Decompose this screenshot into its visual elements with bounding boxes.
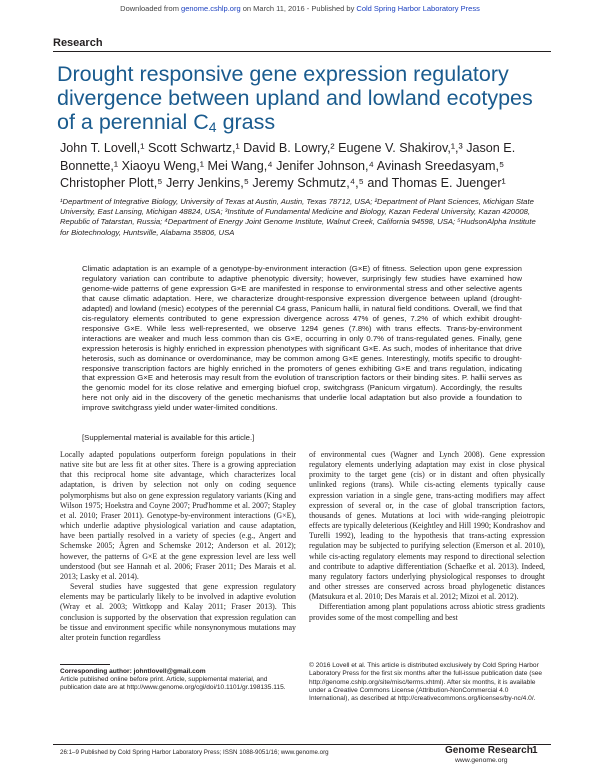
publisher-link[interactable]: Cold Spring Harbor Laboratory Press (356, 4, 480, 13)
download-banner (0, 4, 600, 13)
affiliations: ¹Department of Integrative Biology, University of Texas at Austin, Austin, Texas 78712, USA; ²Department of Plant Sciences, Michigan State University, East Lansing, Michigan 48824, USA; ³Institute of Fundamental Medicine and Biology, Kazan Federal University, Kazan 420008, Republic of Tatarstan, Russia; ⁴Department of Energy Joint Genome Institute, Walnut Creek, California 94598, USA; ⁵HudsonAlpha Institute for Biotechnology, Huntsville, Alabama 35806, USA (60, 197, 536, 237)
paragraph-cis-trans: of environmental cues (Wagner and Lynch 2008). Gene expression regulatory elements underlying adaptation may exist in close physical proximity to the target gene (cis) or in distant and often physically unlinked regions (trans). While cis-acting elements typically cause expression variation in a single gene, trans-acting modifiers may affect expression of several or, in the case of global transcription factors, thousands of genes. Mutations at loci with wide-ranging pleiotropic effects are typically deleterious (Keightley and Hill 1990; Kondrashov and Turelli 1992), leading to the hypothesis that trans-acting expression regulation may be subjected to purifying selection (Emerson et al. 2010), while cis-acting regulatory elements may respond to directional selection and contribute to adaptive differentiation (Schaefke et al. 2013). Indeed, many regulatory factors underlying physiological responses to drought and other stresses are conserved across broad phylogenetic distances (Matsukura et al. 2010; Des Marais et al. 2012; Mizoi et al. 2012). (309, 450, 545, 602)
title-subscript: 4 (208, 119, 217, 135)
paragraph-differentiation: Differentiation among plant populations across abiotic stress gradients provides some of the most compelling and best (309, 602, 545, 622)
body-column-right (309, 450, 545, 623)
abstract: Climatic adaptation is an example of a genotype-by-environment interaction (G×E) of fitness. Selection upon gene expression regulatory variation can contribute to adaptive phenotypic diversity; however, surprisingly few studies have examined how genome-wide patterns of gene expression G×E are manifested in response to environmental stress and other selective agents that cause climatic adaptation. Here, we characterize drought-responsive expression divergence between upland (drought-adapted) and lowland (mesic) ecotypes of the perennial C4 grass, Panicum hallii, in natural field conditions. Overall, we find that cis-regulatory elements contributed to gene expression divergence across 47% of genes, 7.2% of which exhibit drought-responsive G×E. While less well-represented, we observe 1294 genes (7.8%) with trans effects. Trans-by-environment interactions are weaker and much less common than cis G×E, occurring in only 0.7% of trans-regulated genes. Finally, gene expression heterosis is highly enriched in expression phenotypes with significant G×E. As such, modes of inheritance that drive heterosis, such as dominance or overdominance, may be common among G×E genes. Interestingly, motifs specific to drought-responsive transcription factors are highly enriched in the promoters of genes exhibiting G×E and trans regulation, indicating that expression G×E and heterosis may result from the evolution of transcription factors or their binding sites. P. hallii serves as the genomic model for its close relative and emerging biofuel crop, switchgrass (Panicum virgatum). Accordingly, the results here not only aid in the discovery of the genetic mechanisms that underlie local adaptation but also provide a foundation to improve switchgrass yield under water-limited conditions. (82, 264, 522, 413)
download-prefix: Downloaded from (120, 4, 182, 13)
footer-citation: 26:1–9 Published by Cold Spring Harbor Laboratory Press; ISSN 1088-9051/16; www.genome.org (60, 749, 329, 756)
author-list: John T. Lovell,¹ Scott Schwartz,¹ David B. Lowry,² Eugene V. Shakirov,¹,³ Jason E. Bonnette,¹ Xiaoyu Weng,¹ Mei Wang,⁴ Jenifer Johnson,⁴ Avinash Sreedasyam,⁵ Christopher Plott,⁵ Jerry Jenkins,⁵ Jeremy Schmutz,⁴,⁵ and Thomas E. Juenger¹ (60, 141, 516, 190)
supplemental-note: [Supplemental material is available for this article.] (82, 433, 255, 442)
paragraph-regulatory: Several studies have suggested that gene expression regulatory elements may be particularly likely to be involved in adaptive evolution (Wray et al. 2003; Wittkopp and Kalay 2011; Fraser 2013). This conclusion is supported by the observation that expression regulation can be tissue and environment specific while nonsynonymous mutations may alter protein function regardless (60, 582, 296, 642)
footer-url[interactable]: www.genome.org (455, 757, 508, 764)
download-mid: on March 11, 2016 - Published by (240, 4, 357, 13)
license-note: © 2016 Lovell et al. This article is distributed exclusively by Cold Spring Harbor Laboratory Press for the first six months after the full-issue publication date (see http://genome.cshlp.org/site/misc/terms.xhtml). After six months, it is available under a Creative Commons License (Attribution-NonCommercial 4.0 International), as described at http://creativecommons.org/licenses/by-nc/4.0/. (309, 662, 543, 703)
section-label: Research (53, 37, 103, 49)
body-column-left (60, 450, 296, 643)
correspondence-note (60, 668, 296, 693)
footnote-divider (60, 664, 110, 665)
title-main: Drought responsive gene expression regulatory divergence between upland and lowland ecotypes of a perennial C (57, 62, 533, 134)
corresponding-author: Corresponding author: johntlovell@gmail.com (60, 668, 206, 675)
download-site-link[interactable]: genome.cshlp.org (181, 4, 241, 13)
header-divider (53, 51, 551, 52)
title-end: grass (216, 110, 276, 134)
footer-journal-name: Genome Research (445, 745, 533, 756)
publication-note: Article published online before print. Article, supplemental material, and publication date are at http://www.genome.org/cgi/doi/10.1101/gr.198135.115. (60, 676, 286, 692)
paragraph-intro: Locally adapted populations outperform foreign populations in their native site but are less fit at other sites. There is a growing appreciation that this reciprocal home site advantage, which characterizes local adaptation, is driven by selection not only on coding sequence polymorphisms but also on gene expression regulatory variants (King and Wilson 1975; Hoekstra and Coyne 2007; Prud'homme et al. 2007; Stapley et al. 2010; Fraser 2011). Genotype-by-environment interactions (G×E), which underlie adaptive physiological variation and cause adaptation, have been partially resolved in a variety of species (e.g., Angert and Schemske 2005; Ågren and Schemske 2012; Anderson et al. 2012); however, the patterns of G×E at the gene expression level are less well understood (but see Hannah et al. 2006; Fraser 2011; Des Marais et al. 2013; Lasky et al. 2014). (60, 450, 296, 581)
article-title (57, 62, 547, 139)
page-number: 1 (532, 745, 538, 756)
